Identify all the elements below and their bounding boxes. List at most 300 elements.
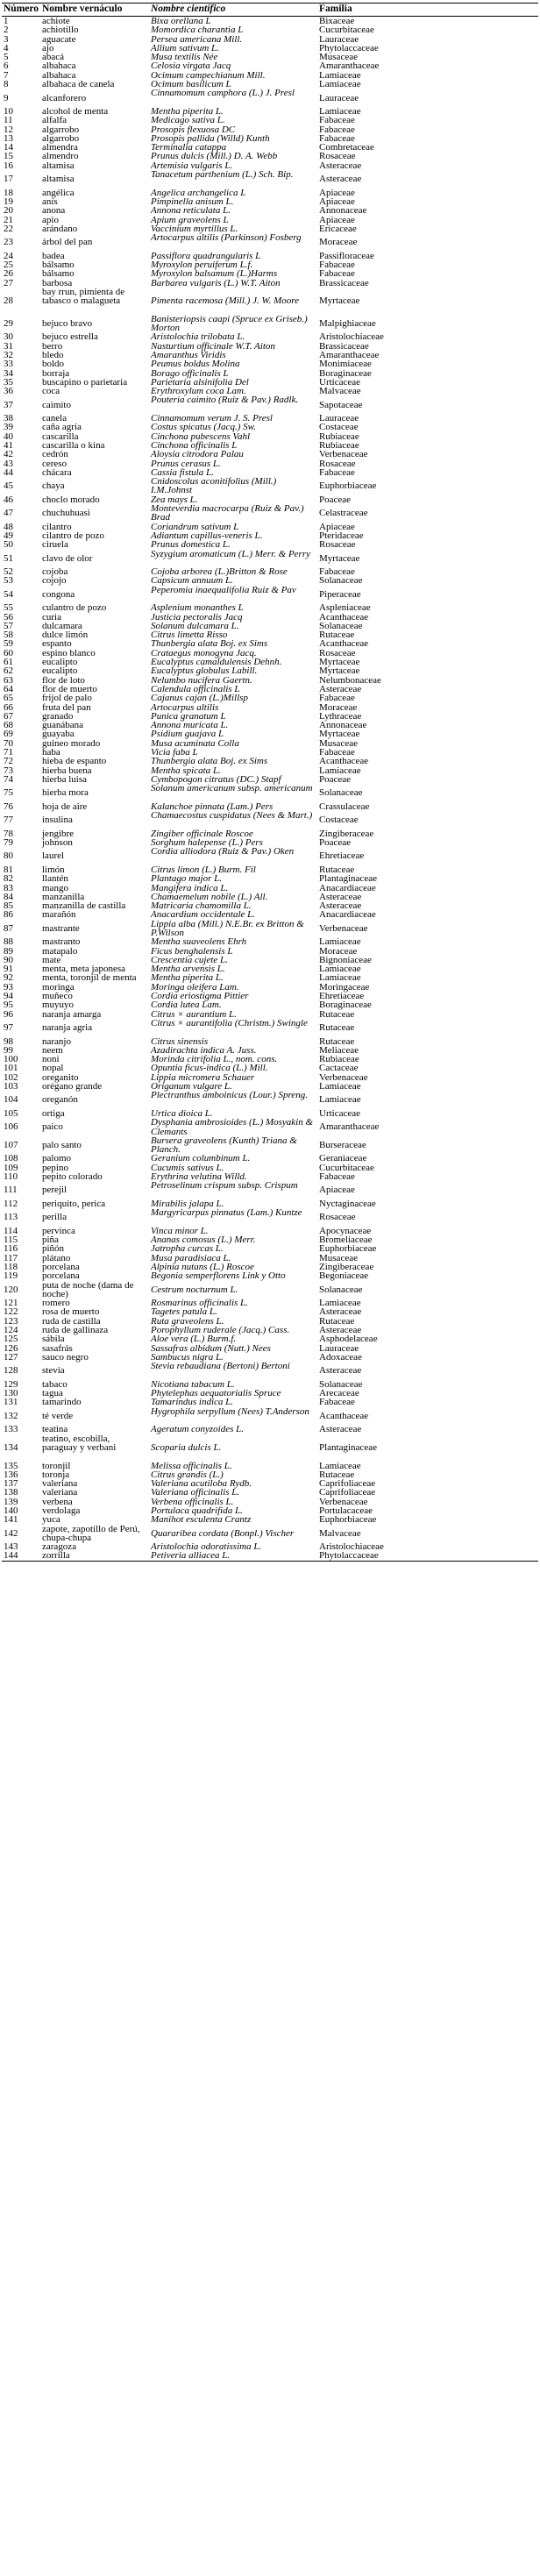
table-row [2, 378, 538, 387]
cell-cientifico: Momordica charantia L [151, 25, 244, 36]
table-row [2, 630, 538, 639]
cell-vernaculo: alcohol de menta [42, 105, 109, 117]
cell-familia: Lythraceae [319, 710, 362, 722]
cell-vernaculo: limón [42, 864, 65, 875]
cell-vernaculo: culantro de pozo [42, 602, 107, 614]
cell-familia: Rosaceae [319, 647, 356, 658]
table-row [2, 1019, 538, 1037]
cell-numero: 117 [4, 1252, 18, 1263]
cell-cientifico: Monteverdia macrocarpa (Ruiz & Pav.) Brad [151, 503, 304, 523]
cell-vernaculo: almendro [42, 151, 79, 162]
plant-table [2, 3, 538, 1562]
cell-numero: 72 [4, 756, 13, 767]
cell-familia: Arecaceae [319, 1388, 359, 1399]
cell-familia: Burseraceae [319, 1139, 366, 1150]
cell-familia: Asteraceae [319, 1365, 362, 1377]
cell-cientifico: Porophyllum ruderale (Jacq.) Cass. [151, 1325, 290, 1336]
cell-familia: Malpighiaceae [319, 317, 376, 329]
cell-familia: Asphodelaceae [319, 1334, 378, 1345]
table-row [2, 189, 538, 197]
cell-vernaculo: boldo [42, 359, 65, 370]
cell-numero: 10 [4, 105, 13, 117]
cell-familia: Myrtaceae [319, 729, 360, 740]
cell-cientifico: Cinchona officinalis L [151, 439, 238, 451]
cell-numero: 139 [4, 1496, 18, 1507]
cell-familia: Lauraceae [319, 33, 359, 45]
cell-vernaculo: yuca [42, 1514, 60, 1526]
cell-vernaculo: barbosa [42, 277, 73, 288]
cell-vernaculo: oreganito [42, 1071, 79, 1083]
cell-numero: 78 [4, 828, 13, 839]
cell-vernaculo: mate [42, 954, 61, 965]
cell-cientifico: Prunus domestica L. [151, 539, 231, 551]
table-row [2, 1470, 538, 1479]
table-row [2, 1091, 538, 1109]
cell-cientifico: Cinchona pubescens Vahl [151, 431, 251, 442]
cell-cientifico: Prunus cerasus L. [151, 458, 221, 469]
cell-familia: Lamiaceae [319, 765, 361, 776]
table-row [2, 540, 538, 549]
cell-familia: Crassulaceae [319, 801, 370, 812]
cell-numero: 121 [4, 1298, 18, 1309]
cell-familia: Lauraceae [319, 413, 359, 424]
cell-numero: 28 [4, 295, 13, 307]
cell-familia: Lamiaceae [319, 972, 361, 984]
cell-numero: 131 [4, 1397, 18, 1408]
cell-vernaculo: hoja de aire [42, 801, 88, 812]
cell-cientifico: Cordia eriostigma Pittier [151, 991, 249, 1002]
cell-familia: Lauraceae [319, 92, 359, 103]
header-numero: Número [2, 4, 40, 17]
cell-vernaculo: dulcamara [42, 620, 82, 631]
cell-vernaculo: neem [42, 1044, 63, 1056]
cell-cientifico: Vinca minor L. [151, 1225, 209, 1236]
cell-familia: Rutaceae [319, 1008, 355, 1020]
cell-familia: Ehretiaceae [319, 850, 365, 862]
cell-vernaculo: altamisa [42, 174, 75, 185]
table-row [2, 920, 538, 938]
cell-vernaculo: eucalipto [42, 657, 78, 668]
cell-familia: Apiaceae [319, 187, 355, 198]
cell-cientifico: Citrus × aurantium L. [151, 1008, 237, 1020]
cell-numero: 116 [4, 1243, 18, 1255]
cell-cientifico: Artocarpus altilis (Parkinson) Fosberg [151, 232, 302, 244]
cell-familia: Rubiaceae [319, 431, 359, 442]
table-row [2, 288, 538, 315]
cell-cientifico: Terminalia catappa [151, 142, 227, 153]
cell-numero: 71 [4, 747, 13, 758]
cell-cientifico: Ficus benghalensis L [151, 945, 233, 957]
cell-cientifico: Jatropha curcas L. [151, 1243, 224, 1255]
cell-cientifico: Origanum vulgare L. [151, 1081, 232, 1092]
cell-numero: 74 [4, 773, 13, 785]
cell-numero: 130 [4, 1388, 18, 1399]
table-row [2, 1488, 538, 1497]
cell-familia: Musaceae [319, 1252, 358, 1263]
cell-cientifico: Allium sativum L. [151, 42, 219, 53]
cell-numero: 128 [4, 1365, 18, 1377]
cell-cientifico: Nasturtium officinale W.T. Aiton [151, 340, 275, 352]
cell-vernaculo: canela [42, 413, 68, 424]
cell-cientifico: Ocimum campechianum Mill. [151, 69, 266, 81]
cell-familia: Solanaceae [319, 1284, 363, 1295]
table-row [2, 847, 538, 865]
cell-numero: 96 [4, 1008, 13, 1020]
cell-cientifico: Capsicum annuum L. [151, 575, 233, 587]
cell-cientifico: Citrus sinensis [151, 1035, 209, 1047]
cell-cientifico: Borago officinalis L [151, 367, 229, 379]
cell-vernaculo: verbena [42, 1496, 73, 1507]
cell-vernaculo: moringa [42, 981, 75, 993]
cell-vernaculo: piña [42, 1235, 59, 1246]
cell-cientifico: Costus spicatus (Jacq.) Sw. [151, 422, 256, 433]
cell-familia: Acanthaceae [319, 756, 369, 767]
cell-familia: Apiaceae [319, 1185, 355, 1196]
cell-vernaculo: altamisa [42, 160, 75, 171]
cell-numero: 88 [4, 936, 13, 948]
cell-familia: Lamiaceae [319, 1081, 361, 1092]
cell-vernaculo: teatino, escobilla, paraguay y verbani [42, 1433, 117, 1453]
cell-cientifico: Sambucus nigra L. [151, 1351, 224, 1363]
cell-familia: Rubiaceae [319, 1054, 359, 1065]
cell-vernaculo: zapote, zapotillo de Perú, chupa-chupa [42, 1523, 140, 1543]
cell-familia: Acanthaceae [319, 638, 369, 650]
cell-vernaculo: puta de noche (dama de noche) [42, 1279, 134, 1299]
cell-familia: Fabaceae [319, 1171, 355, 1182]
cell-numero: 25 [4, 260, 13, 271]
table-row [2, 1506, 538, 1515]
cell-familia: Aristolochiaceae [319, 1541, 384, 1553]
cell-vernaculo: té verde [42, 1410, 74, 1421]
cell-familia: Poaceae [319, 494, 352, 505]
cell-numero: 21 [4, 214, 13, 225]
cell-cientifico: Persea americana Mill. [151, 33, 243, 45]
cell-cientifico: Pimenta racemosa (Mill.) J. W. Moore [151, 295, 300, 307]
table-row [2, 441, 538, 450]
cell-cientifico: Opuntia ficus-indica (L.) Mill. [151, 1063, 268, 1074]
cell-vernaculo: coca [42, 386, 60, 397]
cell-vernaculo: guineo morado [42, 737, 101, 749]
cell-familia: Solanaceae [319, 620, 363, 631]
cell-familia: Myrtaceae [319, 657, 360, 668]
cell-familia: Rutaceae [319, 1469, 355, 1480]
cell-cientifico: Myroxylon balsamum (L.)Harms [151, 268, 278, 280]
table-row [2, 1181, 538, 1199]
cell-vernaculo: bledo [42, 349, 64, 360]
cell-numero: 51 [4, 552, 13, 564]
cell-cientifico: Cucumis sativus L. [151, 1162, 224, 1173]
cell-numero: 15 [4, 151, 13, 162]
cell-numero: 45 [4, 480, 13, 492]
cell-cientifico: Myroxylon peruiferum L.f. [151, 260, 253, 271]
cell-vernaculo: achiote [42, 16, 70, 26]
cell-cientifico: Erythrina velutina Willd. [151, 1171, 247, 1182]
cell-vernaculo: borraja [42, 367, 70, 379]
cell-numero: 43 [4, 458, 13, 469]
cell-vernaculo: pepito colorado [42, 1171, 103, 1182]
cell-familia: Rosaceae [319, 539, 356, 551]
cell-vernaculo: manzanilla de castilla [42, 900, 126, 912]
cell-cientifico: Bixa orellana L [151, 16, 211, 26]
cell-vernaculo: espino blanco [42, 647, 96, 658]
cell-numero: 125 [4, 1334, 18, 1345]
cell-vernaculo: insulina [42, 815, 73, 826]
cell-cientifico: Citrus limetta Risso [151, 630, 228, 641]
cell-familia: Phytolaccaceae [319, 42, 379, 53]
cell-vernaculo: nopal [42, 1063, 64, 1074]
cell-numero: 39 [4, 422, 13, 433]
cell-vernaculo: muyuyo [42, 1000, 75, 1011]
table-row [2, 25, 538, 34]
cell-cientifico: Cassia fistula L. [151, 466, 214, 478]
table-row [2, 1037, 538, 1046]
table-row [2, 1136, 538, 1155]
cell-numero: 92 [4, 972, 13, 984]
cell-vernaculo: algarrobo [42, 124, 80, 135]
cell-numero: 50 [4, 539, 13, 551]
cell-numero: 44 [4, 466, 13, 478]
table-row [2, 125, 538, 134]
cell-familia: Moraceae [319, 701, 358, 713]
cell-familia: Apocynaceae [319, 1225, 372, 1236]
cell-numero: 2 [4, 25, 9, 36]
table-row [2, 865, 538, 874]
cell-familia: Lamiaceae [319, 1298, 361, 1309]
cell-cientifico: Anacardium occidentale L. [151, 909, 256, 921]
cell-vernaculo: haba [42, 747, 60, 758]
cell-familia: Verbenaceae [319, 1071, 368, 1083]
cell-vernaculo: manzanilla [42, 891, 85, 902]
cell-vernaculo: bálsamo [42, 260, 75, 271]
cell-cientifico: Petiveria alliacea L. [149, 1551, 317, 1561]
cell-cientifico: Eucalyptus camaldulensis Dehnh. [151, 657, 282, 668]
cell-cientifico: Scoparia dulcis L. [151, 1441, 222, 1453]
cell-familia: Cactaceae [319, 1063, 359, 1074]
cell-cientifico: Nelumbo nucifera Gaertn. [151, 674, 252, 686]
cell-cientifico: Prosopis pallida (Willd) Kunth [151, 132, 270, 144]
cell-vernaculo: flor de loto [42, 674, 85, 686]
cell-familia: Fabaceae [319, 124, 355, 135]
cell-numero: 86 [4, 909, 13, 921]
table-row [2, 1235, 538, 1244]
cell-vernaculo: llantén [42, 873, 68, 885]
cell-numero: 135 [4, 1460, 18, 1471]
cell-numero: 12 [4, 124, 13, 135]
cell-numero: 102 [4, 1071, 18, 1083]
table-row [2, 703, 538, 712]
cell-vernaculo: romero [42, 1298, 70, 1309]
cell-familia: Amaranthaceae [319, 60, 380, 72]
table-row [2, 811, 538, 829]
table-row [2, 1389, 538, 1398]
cell-cientifico: Cordia alliodora (Ruiz & Pav.) Oken [151, 846, 295, 857]
cell-cientifico: Amaranthus Viridis [151, 349, 226, 360]
cell-familia: Zingiberaceae [319, 1261, 374, 1272]
cell-cientifico: Tagetes patula L. [151, 1306, 217, 1318]
table-row [2, 1281, 538, 1299]
table-header-row [2, 4, 538, 17]
cell-cientifico: Banisteriopsis caapi (Spruce ex Griseb.) Morton [151, 313, 308, 334]
cell-cientifico: Stevia rebaudiana (Bertoni) Bertoni [151, 1361, 290, 1372]
header-vernaculo: Nombre vernáculo [40, 4, 149, 17]
cell-cientifico: Plectranthus amboinicus (Lour.) Spreng. [151, 1090, 308, 1101]
cell-vernaculo: anona [42, 205, 66, 217]
cell-vernaculo: zaragoza [42, 1541, 77, 1553]
cell-vernaculo: bejuco estrella [42, 331, 98, 343]
cell-cientifico: Morinda citrifolia L., nom. cons. [151, 1054, 278, 1065]
table-row [2, 170, 538, 189]
cell-numero: 59 [4, 638, 13, 650]
cell-familia: Lamiaceae [319, 69, 361, 81]
table-body [2, 17, 538, 1562]
cell-numero: 98 [4, 1035, 13, 1047]
cell-vernaculo: tamarindo [42, 1397, 82, 1408]
cell-cientifico: Ageratum conyzoides L. [151, 1424, 245, 1435]
cell-cientifico: Zingiber officinale Roscoe [151, 828, 253, 839]
cell-numero: 143 [4, 1541, 18, 1553]
cell-cientifico: Mentha piperita L. [151, 105, 224, 117]
cell-numero: 85 [4, 900, 13, 912]
cell-familia: Zingiberaceae [319, 828, 374, 839]
cell-vernaculo: caña agria [42, 422, 82, 433]
cell-cientifico: Cojoba arborea (L.)Britton & Rose [151, 566, 288, 578]
cell-familia: Moraceae [319, 945, 358, 957]
cell-vernaculo: apio [42, 214, 59, 225]
table-row [2, 1208, 538, 1227]
table-row [2, 351, 538, 359]
table-row [2, 116, 538, 125]
cell-numero: 140 [4, 1505, 18, 1516]
cell-vernaculo: albahaca de canela [42, 79, 115, 90]
cell-vernaculo: hierba luisa [42, 773, 88, 785]
cell-familia: Begoniaceae [319, 1270, 369, 1282]
cell-vernaculo: valeriana [42, 1478, 78, 1490]
cell-familia: Aspleniaceae [319, 602, 371, 614]
cell-numero: 124 [4, 1325, 18, 1336]
table-row [2, 252, 538, 260]
cell-familia: Passifloraceae [319, 250, 374, 261]
cell-numero: 134 [4, 1441, 18, 1453]
table-row [2, 586, 538, 604]
cell-numero: 91 [4, 964, 13, 975]
cell-cientifico: Sassafras albidum (Nutt.) Nees [151, 1342, 271, 1354]
cell-vernaculo: mastrante [42, 922, 80, 934]
cell-cientifico: Melissa officinalis L. [151, 1460, 232, 1471]
cell-numero: 75 [4, 787, 13, 799]
cell-cientifico: Coriandrum sativum L [151, 521, 239, 532]
cell-cientifico: Vicia faba L [151, 747, 198, 758]
cell-vernaculo: noni [42, 1054, 60, 1065]
cell-vernaculo: flor de muerto [42, 683, 97, 694]
cell-numero: 32 [4, 349, 13, 360]
cell-vernaculo: orégano grande [42, 1081, 103, 1092]
cell-vernaculo: tabaco [42, 1378, 68, 1390]
cell-cientifico: Quararibea cordata (Bonpl.) Vischer [151, 1527, 295, 1539]
cell-cientifico: Mirabilis jalapa L. [151, 1198, 224, 1209]
table-row [2, 721, 538, 729]
cell-cientifico: Aristolochia odoratissima L. [151, 1541, 262, 1553]
cell-cientifico: Mentha arvensis L. [151, 964, 225, 975]
cell-numero: 18 [4, 187, 13, 198]
cell-cientifico: Zea mays L. [151, 494, 198, 505]
cell-numero: 57 [4, 620, 13, 631]
header-familia: Familia [317, 4, 538, 17]
cell-familia: Lamiaceae [319, 105, 361, 117]
cell-numero: 133 [4, 1424, 18, 1435]
cell-familia: Asteraceae [319, 1306, 362, 1318]
cell-vernaculo: sábila [42, 1334, 65, 1345]
cell-familia: Bixaceae [319, 16, 355, 26]
cell-cientifico: Ruta graveolens L. [151, 1315, 224, 1327]
cell-numero: 56 [4, 611, 13, 623]
table-row [2, 315, 538, 333]
cell-numero: 81 [4, 864, 13, 875]
table-row [2, 947, 538, 956]
cell-numero: 144 [2, 1551, 40, 1561]
cell-cientifico: Musa textilis Née [151, 52, 218, 63]
cell-vernaculo: periquito, perica [42, 1198, 106, 1209]
cell-familia: Celastraceae [319, 508, 368, 519]
table-row [2, 216, 538, 224]
cell-familia: Apiaceae [319, 196, 355, 207]
cell-cientifico: Cajanus cajan (L.)Millsp [151, 693, 248, 704]
table-row [2, 134, 538, 143]
cell-familia: Asteraceae [319, 891, 362, 902]
cell-cientifico: Aloysia citrodora Palau [151, 449, 244, 460]
cell-numero: 104 [4, 1094, 18, 1106]
cell-familia: Costaceae [319, 422, 359, 433]
cell-familia: Asteraceae [319, 174, 362, 185]
cell-cientifico: Margyricarpus pinnatus (Lam.) Kuntze [151, 1207, 302, 1219]
cell-vernaculo: pepino [42, 1162, 68, 1173]
cell-numero: 52 [4, 566, 13, 578]
cell-familia: Moraceae [319, 237, 358, 248]
cell-vernaculo: naranjo [42, 1035, 71, 1047]
cell-familia: Caprifoliaceae [319, 1487, 376, 1498]
cell-vernaculo: matapalo [42, 945, 78, 957]
table-row [2, 152, 538, 160]
cell-familia: Rutaceae [319, 864, 355, 875]
cell-cientifico: Mentha suaveolens Ehrh [151, 936, 247, 948]
cell-familia: Asteraceae [319, 683, 362, 694]
cell-cientifico: Calendula officinalis L [151, 683, 240, 694]
cell-vernaculo: cojoba [42, 566, 68, 578]
cell-cientifico: Citrus limon (L.) Burm. Fil [151, 864, 256, 875]
cell-vernaculo: menta, toronjil de menta [42, 972, 137, 984]
cell-vernaculo: naranja amarga [42, 1008, 102, 1020]
cell-familia: Fabaceae [319, 115, 355, 126]
cell-cientifico: Thunbergia alata Boj. ex Sims [151, 638, 268, 650]
cell-vernaculo: oreganón [42, 1094, 78, 1106]
cell-familia: Monimiaceae [319, 359, 372, 370]
cell-familia: Myrtaceae [319, 295, 360, 307]
cell-numero: 5 [4, 52, 9, 63]
cell-vernaculo: johnson [42, 837, 73, 849]
cell-numero: 40 [4, 431, 13, 442]
cell-vernaculo: clavo de olor [42, 552, 93, 564]
cell-cientifico: Parietaria alsinifolia Del [151, 376, 249, 388]
cell-cientifico: Citrus grandis (L.) [151, 1469, 224, 1480]
cell-cientifico: Pimpinella anisum L. [151, 196, 234, 207]
cell-numero: 35 [4, 376, 13, 388]
cell-cientifico: Petroselinum crispum subsp. Crispum [151, 1180, 298, 1192]
cell-familia: Asteraceae [319, 1424, 362, 1435]
cell-vernaculo: anís [42, 196, 58, 207]
cell-vernaculo: perilla [42, 1212, 68, 1223]
cell-numero: 97 [4, 1022, 13, 1034]
table-row [2, 504, 538, 523]
cell-cientifico: Valeriana acutiloba Rydb. [151, 1478, 252, 1490]
